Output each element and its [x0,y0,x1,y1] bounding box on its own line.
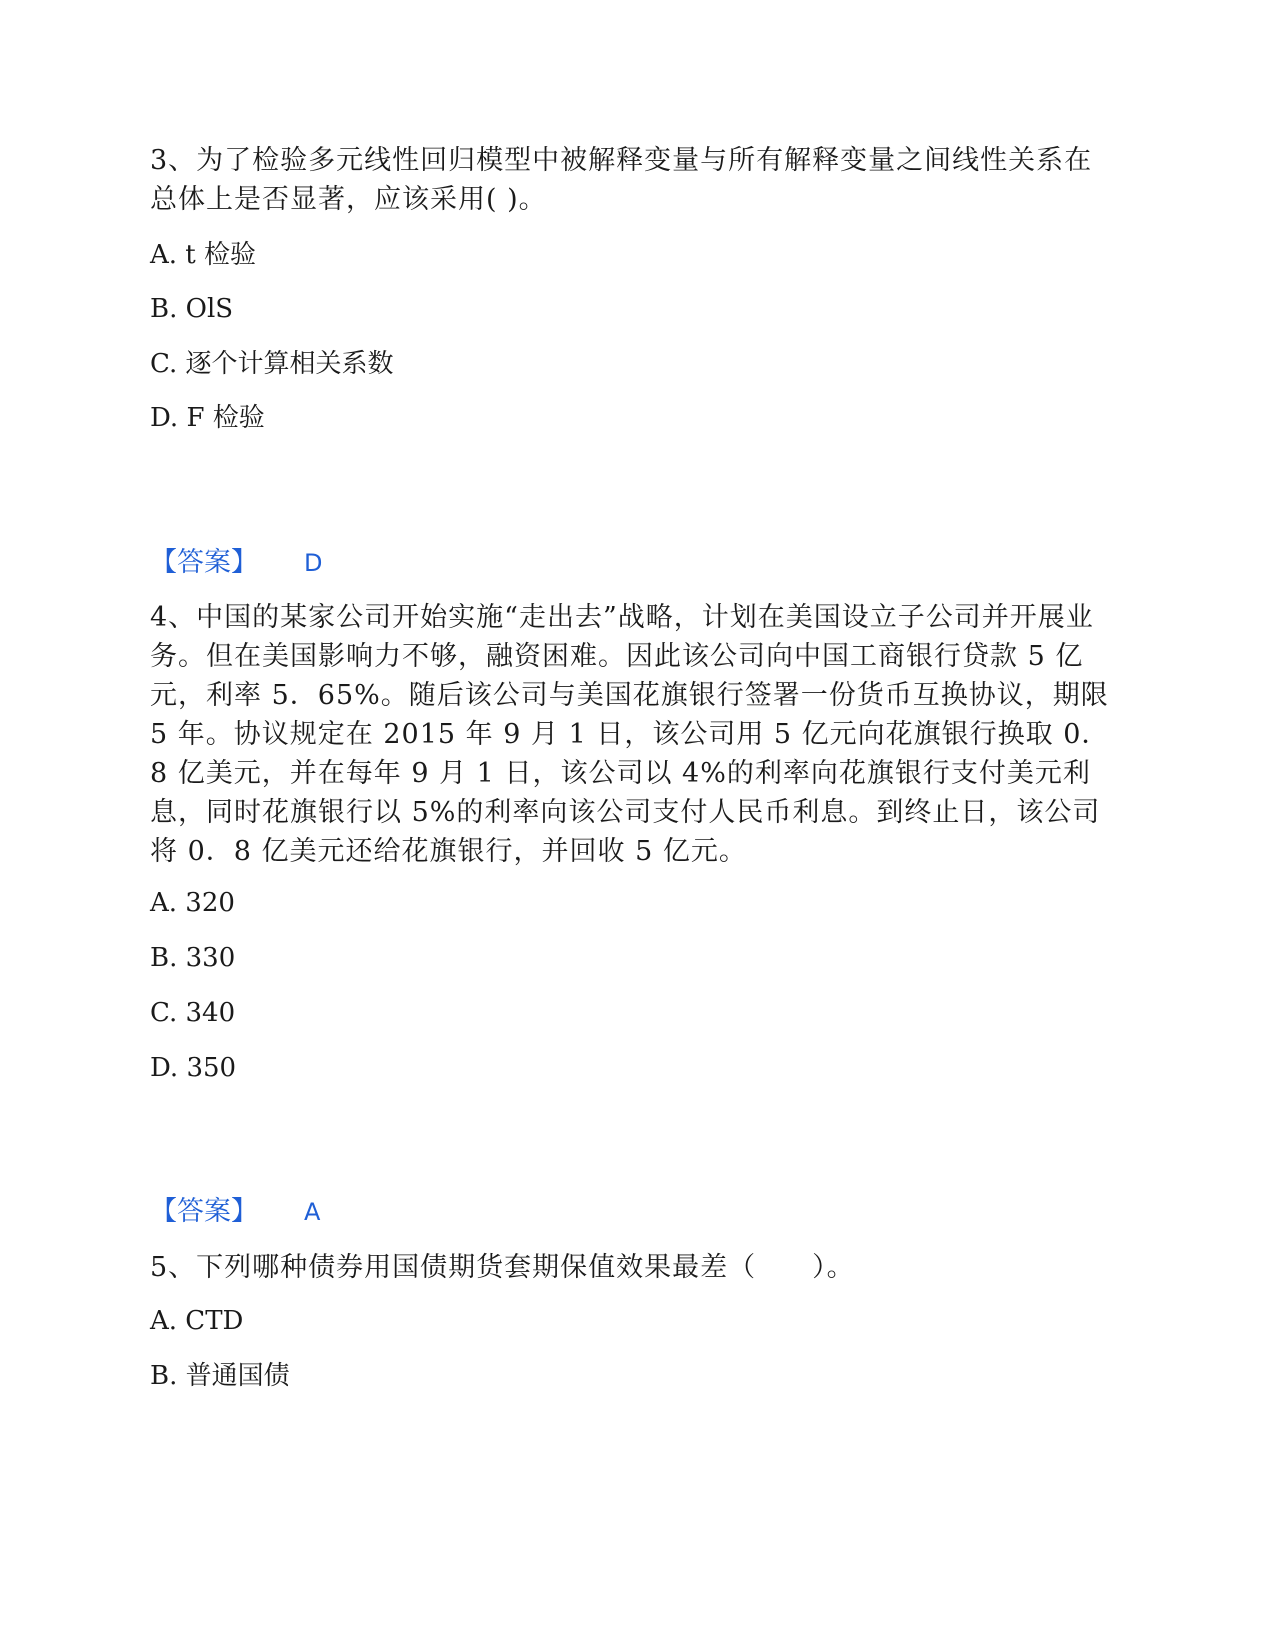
answer-value: A [304,1198,321,1226]
question-3-option-d: D. F 检验 [150,403,265,433]
question-4-option-c: C. 340 [150,998,236,1028]
question-3-stem: 3、为了检验多元线性回归模型中被解释变量与所有解释变量之间线性关系在总体上是否显著，应该采用( )。 [150,145,1093,215]
question-4-option-a: A. 320 [150,888,235,918]
answer-value: D [304,549,323,577]
answer-label: 【答案】 [150,547,258,578]
question-4-answer [150,1194,320,1230]
answer-label: 【答案】 [150,1196,258,1227]
question-5-option-b: B. 普通国债 [150,1361,290,1391]
question-5-stem: 5、下列哪种债券用国债期货套期保值效果最差（ ）。 [150,1252,855,1283]
question-5-option-a: A. CTD [150,1306,244,1336]
question-3-option-a: A. t 检验 [150,240,257,270]
question-4-option-d: D. 350 [150,1053,237,1083]
question-3-option-c: C. 逐个计算相关系数 [150,349,394,379]
question-4-option-b: B. 330 [150,943,236,973]
question-4-stem: 4、中国的某家公司开始实施“走出去”战略，计划在美国设立子公司并开展业务。但在美国影响力不够，融资困难。因此该公司向中国工商银行贷款 5 亿元，利率 5．65%。随后该公司与美国花旗银行签署一份货币互换协议，期限 5 年。协议规定在 2015 年 9 月 1 日，该公司用 5 亿元向花旗银行换取 0．8 亿美元，并在每年 9 月 1 日，该公司以 4%的利率向花旗银行支付美元利息，同时花旗银行以 5%的利率向该公司支付人民币利息。到终止日，该公司将 0．8 亿美元还给花旗银行，并回收 5 亿元。 [150,602,1110,867]
question-3-option-b: B. OlS [150,294,234,324]
question-3-answer [150,545,322,581]
